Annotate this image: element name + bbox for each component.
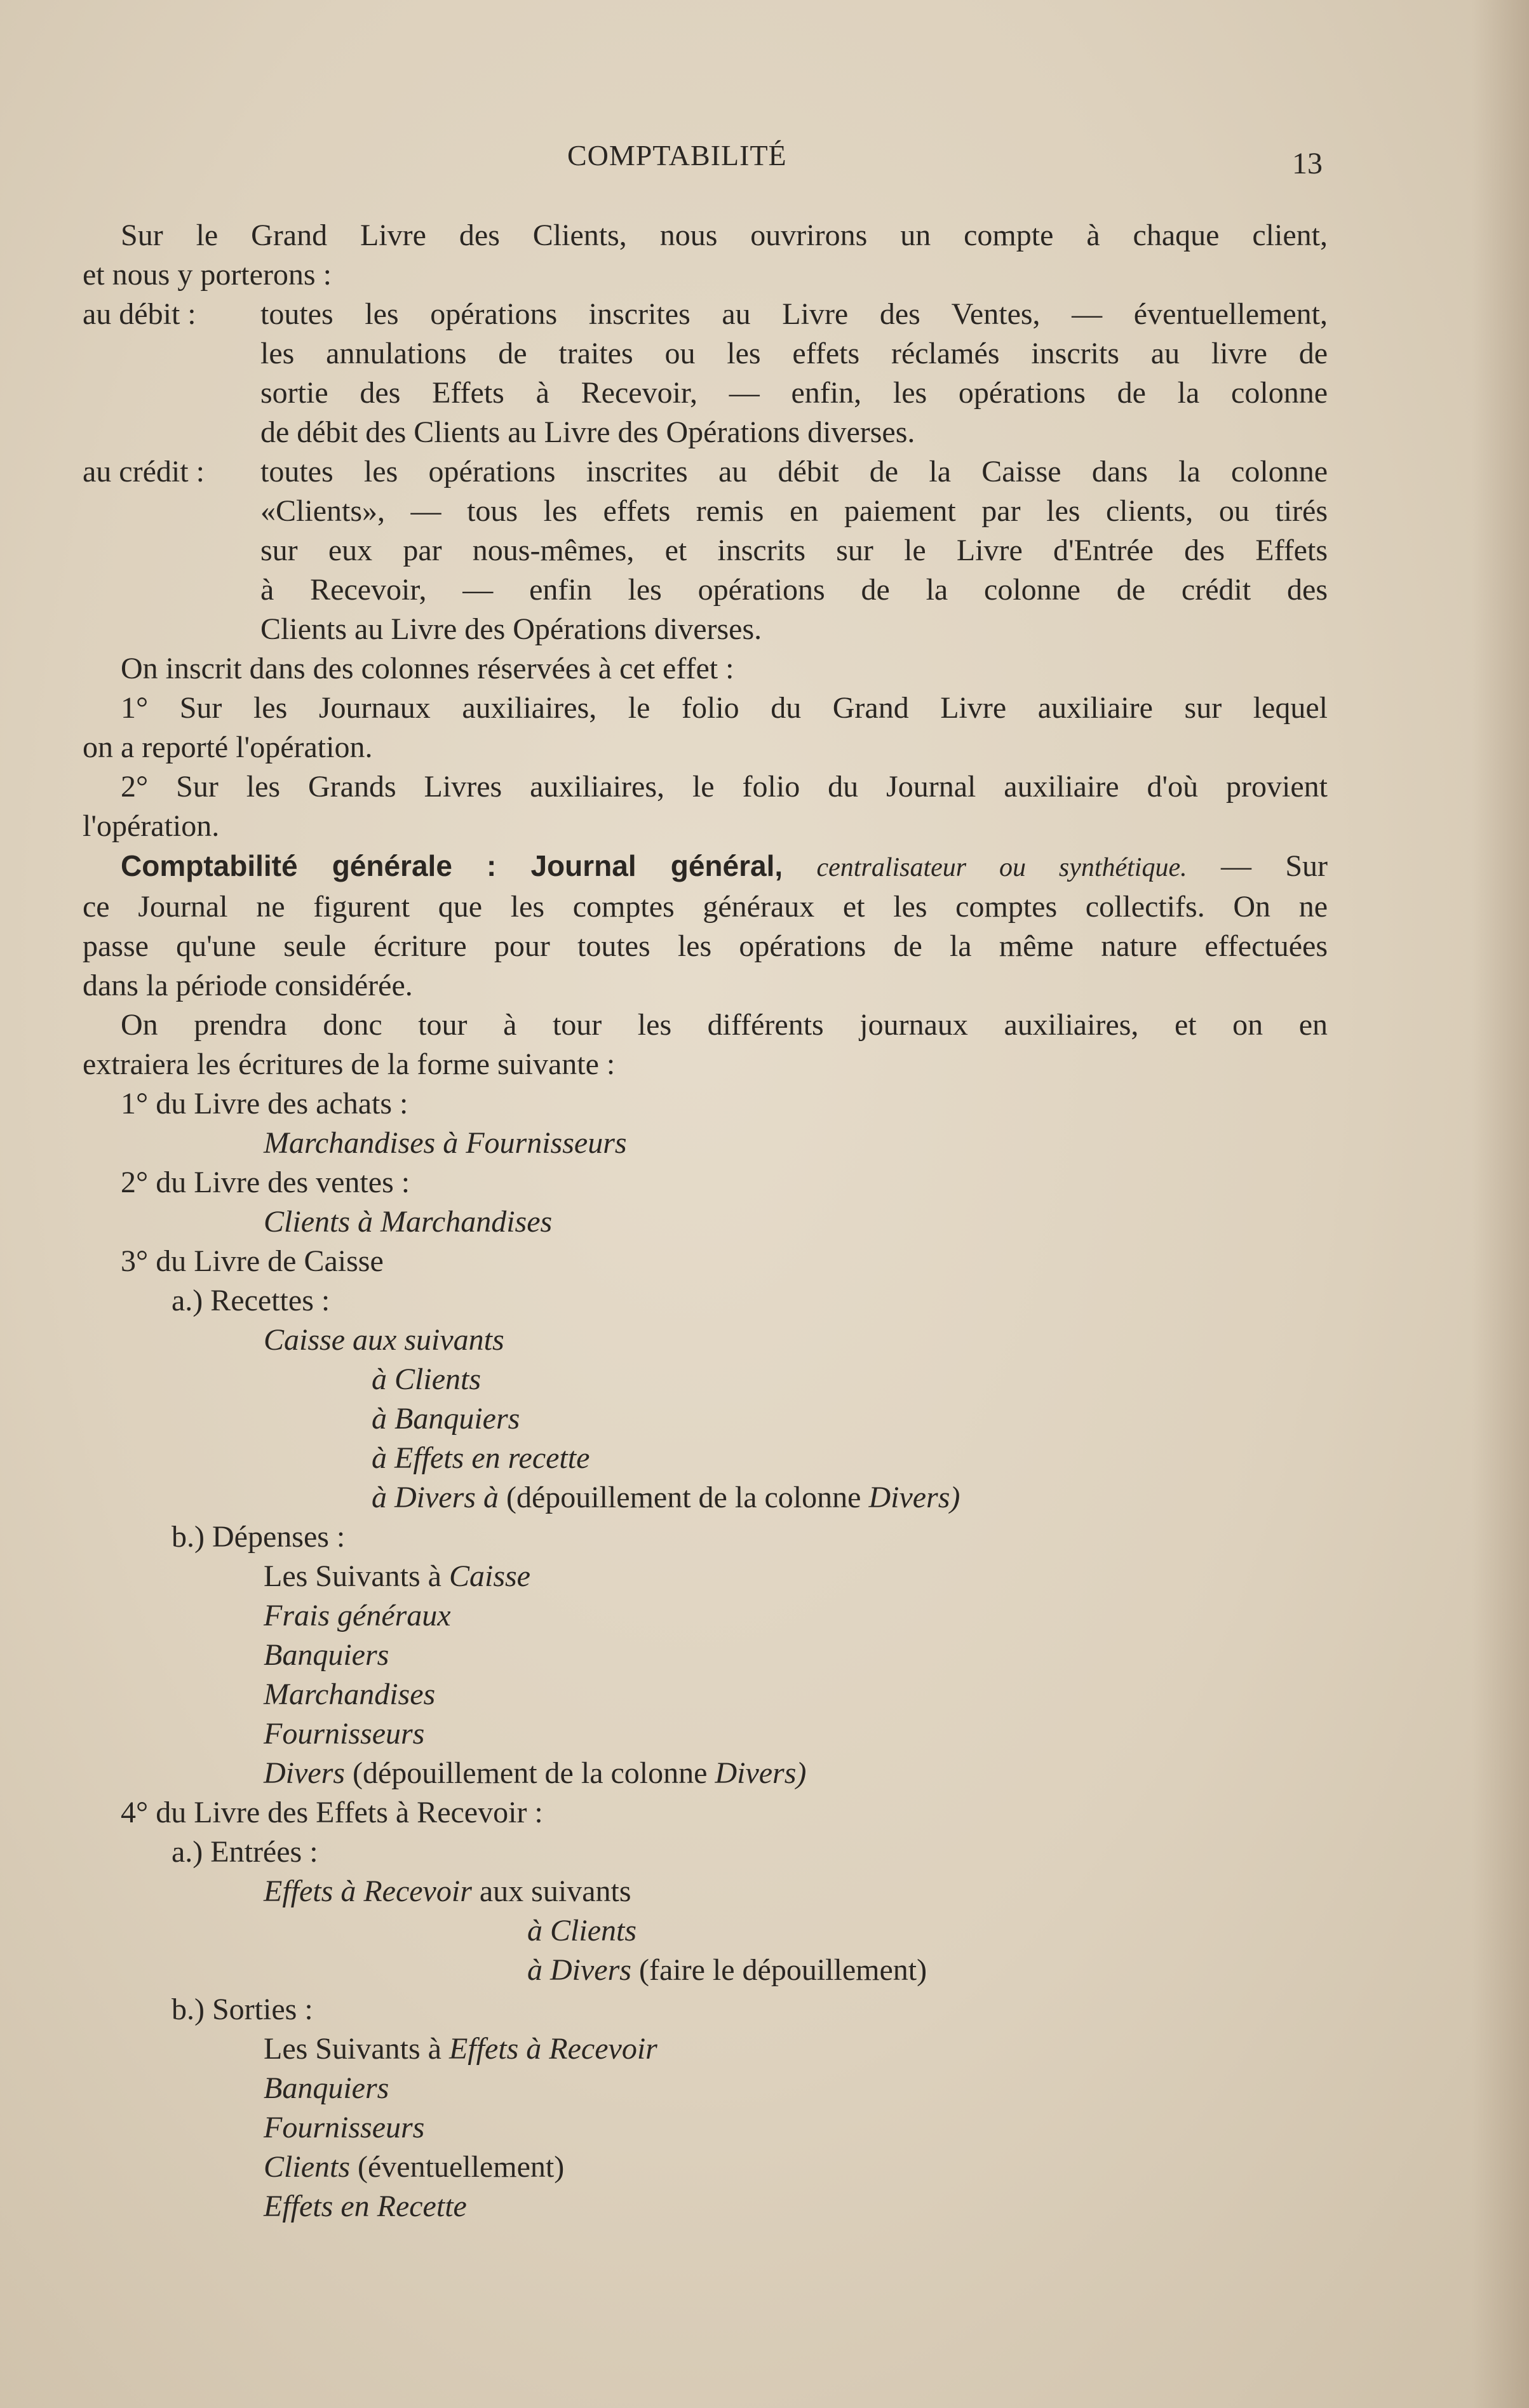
- journal-entry: [83, 1124, 1328, 1163]
- section-livre-caisse: [83, 1242, 1328, 1793]
- sub-heading-sorties: b.) Sorties :: [172, 1993, 313, 2026]
- entry-text: à Divers: [527, 1953, 631, 1987]
- entry-text: à Banquiers: [372, 1402, 520, 1436]
- entry-text: Banquiers: [264, 2071, 389, 2105]
- entry-note: (dépouillement de la colonne: [506, 1481, 861, 1514]
- section-livre-achats: [83, 1084, 1328, 1163]
- heading-qualifier: centralisateur ou synthétique.: [816, 853, 1187, 882]
- entry-text: Fournisseurs: [264, 1717, 425, 1751]
- definition-credit: [83, 452, 1328, 649]
- entry-text: Divers: [264, 1756, 345, 1790]
- journal-entry: [83, 1439, 1328, 1478]
- text-line: 1° Sur les Journaux auxiliaires, le folio du Grand Livre auxiliaire sur lequel: [121, 691, 1328, 725]
- journal-entry: [83, 1478, 1328, 1517]
- journal-entry: [83, 1636, 1328, 1675]
- entry-text: Frais généraux: [264, 1599, 451, 1632]
- entry-text: à Clients: [527, 1914, 637, 1947]
- text-line: On prendra donc tour à tour les différents journaux auxiliaires, et on en: [121, 1008, 1328, 1042]
- text-fragment: — Sur: [1220, 849, 1328, 883]
- entry-note: aux suivants: [479, 1874, 631, 1908]
- page-title: COMPTABILITÉ: [567, 139, 787, 172]
- entry-text: Effets en Recette: [264, 2189, 467, 2223]
- text-line: dans la période considérée.: [83, 969, 413, 1002]
- journal-entry: [83, 2029, 1328, 2069]
- text-line: extraiera les écritures de la forme suivante :: [83, 1047, 616, 1081]
- sub-heading-depenses: b.) Dépenses :: [172, 1520, 346, 1554]
- text-line: toutes les opérations inscrites au Livre des Ventes, — éventuellement,: [260, 297, 1328, 331]
- text-line: passe qu'une seule écriture pour toutes les opérations de la même nature effectuées: [83, 929, 1328, 963]
- entry-note: (dépouillement de la colonne: [352, 1756, 708, 1790]
- entry-text: Divers): [715, 1756, 807, 1790]
- text-line: à Recevoir, — enfin les opérations de la colonne de crédit des: [260, 573, 1328, 607]
- text-line: Sur le Grand Livre des Clients, nous ouvrirons un compte à chaque client,: [121, 219, 1328, 252]
- entry-text: Divers): [868, 1481, 960, 1514]
- entry-text: Clients à Marchandises: [264, 1205, 553, 1239]
- paragraph-journaux: [83, 689, 1328, 767]
- journal-entry: [83, 1557, 1328, 1596]
- entry-text: à Clients: [372, 1362, 482, 1396]
- text-line: et nous y porterons :: [83, 258, 332, 292]
- journal-entry: [83, 1321, 1328, 1360]
- section-livre-effets: [83, 1793, 1328, 2226]
- page-body: [83, 216, 1328, 2226]
- entry-text: Fournisseurs: [264, 2111, 425, 2144]
- entry-text: à Effets en recette: [372, 1441, 590, 1475]
- paragraph-colonnes: On inscrit dans des colonnes réservées à cet effet :: [121, 652, 734, 685]
- text-line: on a reporté l'opération.: [83, 730, 373, 764]
- journal-entry: [83, 1596, 1328, 1636]
- section-livre-ventes: [83, 1163, 1328, 1242]
- text-line: [83, 846, 1328, 887]
- journal-entry: [83, 2148, 1328, 2187]
- list-heading: 2° du Livre des ventes :: [121, 1166, 410, 1199]
- text-line: Clients au Livre des Opérations diverses.: [260, 612, 762, 646]
- section-heading: Comptabilité générale : Journal général,: [121, 849, 783, 882]
- list-heading: 1° du Livre des achats :: [121, 1087, 408, 1120]
- entry-text: Marchandises: [264, 1678, 436, 1711]
- entry-text: Clients: [264, 2150, 351, 2184]
- journal-entry: [83, 1872, 1328, 1911]
- entry-text: Caisse: [448, 1559, 530, 1593]
- journal-entry: [83, 1951, 1328, 1990]
- entry-note: (éventuellement): [358, 2150, 565, 2184]
- paragraph-journal-general: [83, 846, 1328, 1006]
- page-number: 13: [1292, 147, 1323, 180]
- journal-entry: [83, 1202, 1328, 1242]
- text-line: ce Journal ne figurent que les comptes généraux et les comptes collectifs. On ne: [83, 890, 1328, 924]
- sub-heading-entrees: a.) Entrées :: [172, 1835, 318, 1869]
- entry-note: Les Suivants à: [264, 2032, 441, 2066]
- sub-heading-recettes: a.) Recettes :: [172, 1284, 330, 1317]
- journal-entry: [83, 1675, 1328, 1714]
- definition-debit: [83, 295, 1328, 452]
- entry-text: Marchandises à Fournisseurs: [264, 1126, 627, 1160]
- text-line: sortie des Effets à Recevoir, — enfin, les opérations de la colonne: [260, 376, 1328, 410]
- journal-entry: [83, 1754, 1328, 1793]
- text-line: «Clients», — tous les effets remis en paiement par les clients, ou tirés: [260, 494, 1328, 528]
- entry-text: Banquiers: [264, 1638, 389, 1672]
- text-line: toutes les opérations inscrites au débit de la Caisse dans la colonne: [260, 455, 1328, 488]
- journal-entry: [83, 1911, 1328, 1951]
- entry-text: Caisse aux suivants: [264, 1323, 504, 1357]
- entry-text: Effets à Recevoir: [264, 1874, 472, 1908]
- page-edge-shadow: [1472, 0, 1529, 2408]
- text-line: 2° Sur les Grands Livres auxiliaires, le folio du Journal auxiliaire d'où provient: [121, 770, 1328, 804]
- journal-entry: [83, 2187, 1328, 2226]
- paragraph-grand-livre: [83, 216, 1328, 295]
- journal-entry: [83, 1399, 1328, 1439]
- text-line: de débit des Clients au Livre des Opérations diverses.: [260, 415, 915, 449]
- paragraph-grands-livres: [83, 767, 1328, 846]
- journal-entry: [83, 2108, 1328, 2148]
- list-heading: 3° du Livre de Caisse: [121, 1244, 384, 1278]
- text-line: l'opération.: [83, 809, 220, 843]
- entry-text: à Divers à: [372, 1481, 499, 1514]
- definition-label: au débit :: [83, 297, 196, 331]
- journal-entry: [83, 2069, 1328, 2108]
- list-heading: 4° du Livre des Effets à Recevoir :: [121, 1796, 543, 1829]
- text-line: sur eux par nous-mêmes, et inscrits sur le Livre d'Entrée des Effets: [260, 534, 1328, 567]
- entry-note: (faire le dépouillement): [638, 1953, 927, 1987]
- journal-entry: [83, 1360, 1328, 1399]
- entry-text: Effets à Recevoir: [448, 2032, 657, 2066]
- journal-entry: [83, 1714, 1328, 1754]
- paragraph-prendra: [83, 1006, 1328, 1084]
- entry-note: Les Suivants à: [264, 1559, 441, 1593]
- definition-label: au crédit :: [83, 455, 205, 488]
- text-line: les annulations de traites ou les effets réclamés inscrits au livre de: [260, 337, 1328, 370]
